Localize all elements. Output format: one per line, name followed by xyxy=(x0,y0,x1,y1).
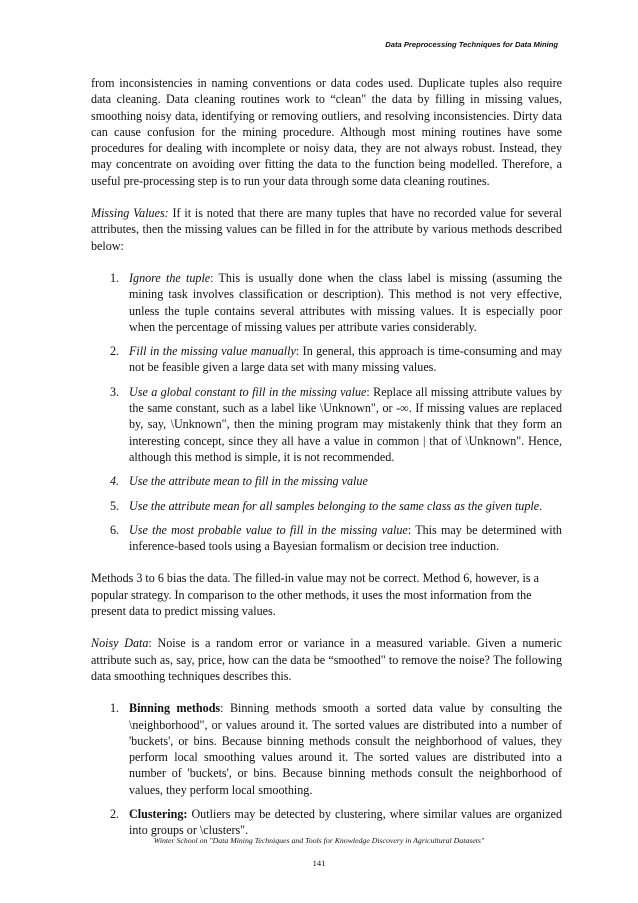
list-item-number: 1. xyxy=(110,701,120,716)
intro-paragraph: from inconsistencies in naming conventions or data codes used. Duplicate tuples also require data cleaning. Data cleaning routines work to “clean" the data by filling in missing values, smoothing noisy data, identifying or removing outliers, and resolving inconsistencies. Dirty data can cause confusion for the mining procedure. Although most mining routines have some procedures for dealing with incomplete or noisy data, they are not always robust. Instead, they may concentrate on avoiding over fitting the data to the function being modelled. Therefore, a useful pre-processing step is to run your data through some data cleaning routines. xyxy=(91,76,562,188)
methods-note-paragraph: Methods 3 to 6 bias the data. The filled-in value may not be correct. Method 6, however, is a popular strategy. In comparison to the other methods, it uses the most information from the present data to predict missing values. xyxy=(91,571,539,619)
page-footer: Winter School on "Data Mining Techniques and Tools for Knowledge Discovery in Agricultural Datasets" xyxy=(153,836,485,845)
list-item-number: 1. xyxy=(110,270,120,285)
list-item-text: : Binning methods smooth a sorted data value by consulting the \neighborhood", or values around it. The sorted values are distributed into a number of 'buckets', or bins. Because binning methods consult the neighborhood of values, they perform local smoothing values around it. The sorted values are distributed into a number of 'buckets', or bins. Because binning methods consult the neighborhood of values, they perform local smoothing. xyxy=(129,701,562,797)
list-item-number: 4. xyxy=(110,474,120,489)
list-item-title: Fill in the missing value manually xyxy=(129,344,296,359)
list-item xyxy=(91,806,562,839)
list-item-title: Ignore the tuple xyxy=(129,270,211,285)
list-item-number: 2. xyxy=(110,344,120,359)
list-item-title: Binning methods xyxy=(129,701,221,716)
list-item-title: Use a global constant to fill in the missing value xyxy=(129,384,367,399)
list-item-text: . xyxy=(539,498,543,513)
missing-values-paragraph xyxy=(91,205,562,254)
list-item-title: Use the attribute mean for all samples belonging to the same class as the given tuple xyxy=(129,498,540,513)
missing-values-label: Missing Values: xyxy=(91,206,169,221)
list-item-text: : In general, this approach is time-consuming and may not be feasible given a large data set with many missing values. xyxy=(129,344,562,375)
list-item-text: : This may be determined with inference-based tools using a Bayesian formalism or decision tree induction. xyxy=(129,522,562,554)
list-item xyxy=(91,473,562,489)
page-number: 141 xyxy=(312,858,326,868)
list-item-number: 2. xyxy=(110,806,120,821)
list-item xyxy=(91,522,562,555)
noisy-data-label: Noisy Data xyxy=(91,636,149,651)
list-item xyxy=(91,343,562,376)
noisy-data-paragraph xyxy=(91,635,562,684)
list-item xyxy=(91,498,562,514)
noisy-data-list xyxy=(91,700,562,838)
list-item-number: 5. xyxy=(110,498,120,513)
missing-values-text: If it is noted that there are many tuples that have no recorded value for several attributes, then the missing values can be filled in for the attribute by various methods described below: xyxy=(91,206,562,253)
list-item-text: Outliers may be detected by clustering, where similar values are organized into groups or \clusters". xyxy=(129,806,562,838)
missing-values-list xyxy=(91,270,562,554)
running-header: Data Preprocessing Techniques for Data Mining xyxy=(385,40,558,49)
list-item-text: : This is usually done when the class label is missing (assuming the mining task involves classification or description). This method is not very effective, unless the tuple contains several attributes with missing values. It is especially poor when the percentage of missing values per attribute varies considerably. xyxy=(129,270,562,334)
list-item-text: : Replace all missing attribute values by the same constant, such as a label like \Unknown", or -∞. If missing values are replaced by, say, \Unknown", then the mining program may mistakenly think that they form an interesting concept, since they all have a value in common | that of \Unknown". Hence, although this method is simple, it is not recommended. xyxy=(129,384,563,464)
list-item-title: Use the attribute mean to fill in the missing value xyxy=(129,474,368,489)
list-item-title: Clustering: xyxy=(129,806,188,821)
noisy-data-text: : Noise is a random error or variance in a measured variable. Given a numeric attribute such as, say, price, how can the data be “smoothed" to remove the noise? The following data smoothing techniques describes this. xyxy=(91,636,562,683)
list-item xyxy=(91,384,562,465)
list-item xyxy=(91,700,562,798)
list-item-title: Use the most probable value to fill in the missing value xyxy=(129,522,408,537)
page-body xyxy=(91,75,562,847)
list-item-number: 3. xyxy=(110,384,120,399)
list-item-number: 6. xyxy=(110,522,120,537)
list-item xyxy=(91,270,562,335)
